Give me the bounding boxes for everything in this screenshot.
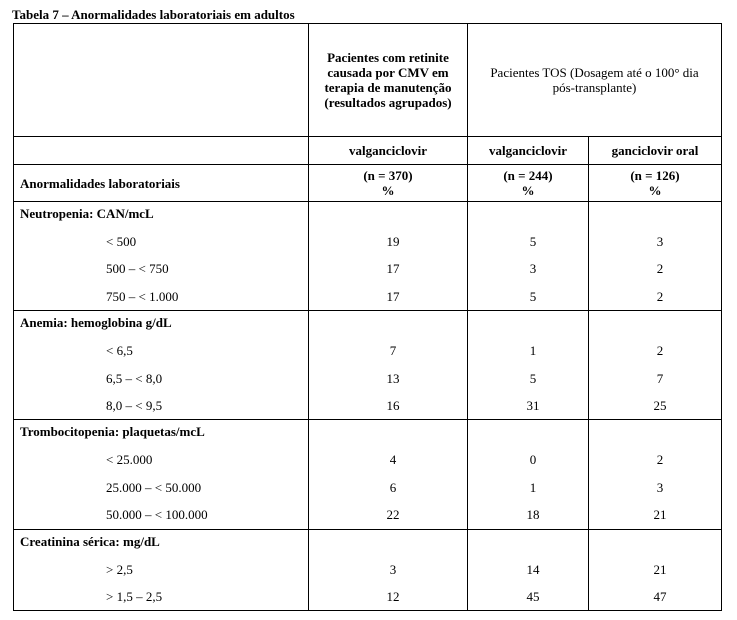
value-cell: 2 [656, 261, 664, 277]
values-col2 [468, 420, 589, 529]
group2-header: Pacientes TOS (Dosagem até o 100° dia pós-transplante) [468, 24, 722, 137]
value-cell: 7 [389, 343, 397, 359]
group-title: Creatinina sérica: mg/dL [20, 533, 160, 549]
row-label: < 500 [106, 234, 137, 249]
value-cell: 7 [656, 370, 664, 386]
values-col1 [309, 420, 468, 529]
values-col3 [589, 311, 722, 420]
value-cell: 2 [656, 288, 664, 304]
value-cell: 4 [389, 452, 397, 468]
group-thrombocytopenia [14, 420, 722, 529]
row-label: 500 – < 750 [106, 261, 169, 277]
value-cell: 22 [386, 507, 400, 523]
value-cell: 3 [389, 561, 397, 577]
header-row-drugs [14, 137, 722, 165]
drug-header-col3: ganciclovir oral [589, 137, 722, 165]
value-cell: 19 [386, 234, 400, 249]
group-neutropenia [14, 202, 722, 311]
drug-header-col1: valganciclovir [309, 137, 468, 165]
value-cell: 45 [526, 588, 540, 604]
lab-abnormalities-table [13, 23, 722, 611]
group-label-cell [14, 529, 309, 611]
value-cell: 17 [386, 288, 400, 304]
value-cell: 5 [529, 370, 537, 386]
group-title: Neutropenia: CAN/mcL [20, 206, 154, 221]
group-title: Anemia: hemoglobina g/dL [20, 315, 172, 331]
values-col3 [589, 529, 722, 611]
values-col2 [468, 311, 589, 420]
values-col1 [309, 529, 468, 611]
row-label: 750 – < 1.000 [106, 288, 179, 304]
value-cell: 5 [529, 288, 537, 304]
value-cell: 17 [386, 261, 400, 277]
value-cell: 5 [529, 234, 537, 249]
row-label: > 1,5 – 2,5 [106, 588, 163, 604]
value-cell: 21 [653, 507, 667, 523]
value-cell: 6 [389, 479, 397, 495]
value-cell: 16 [386, 397, 400, 413]
values-col2 [468, 529, 589, 611]
header-row-groups [14, 24, 722, 137]
value-cell: 3 [656, 479, 664, 495]
value-cell: 12 [386, 588, 400, 604]
value-cell: 31 [526, 397, 540, 413]
group-title: Trombocitopenia: plaquetas/mcL [20, 424, 205, 440]
empty-header-cell [14, 137, 309, 165]
group-label-cell [14, 202, 309, 311]
row-label: 6,5 – < 8,0 [106, 370, 163, 386]
drug-header-col2: valganciclovir [468, 137, 589, 165]
values-col2 [468, 202, 589, 311]
value-cell: 3 [529, 261, 537, 277]
empty-header-cell [14, 24, 309, 137]
row-label: < 6,5 [106, 343, 133, 359]
value-cell: 13 [386, 370, 400, 386]
value-cell: 21 [653, 561, 667, 577]
group-label-cell [14, 311, 309, 420]
value-cell: 1 [529, 479, 537, 495]
group-creatinine [14, 529, 722, 611]
value-cell: 2 [656, 343, 664, 359]
group1-header: Pacientes com retinite causada por CMV em terapia de manutenção (resultados agrupados) [309, 24, 468, 137]
n-header-col1: (n = 370) % [309, 165, 468, 202]
values-col3 [589, 202, 722, 311]
value-cell: 14 [526, 561, 540, 577]
row-label: 50.000 – < 100.000 [106, 507, 208, 523]
n-header-col3: (n = 126) % [589, 165, 722, 202]
row-label-header: Anormalidades laboratoriais [14, 165, 309, 202]
value-cell: 0 [529, 452, 537, 468]
value-cell: 3 [656, 234, 664, 249]
header-row-n [14, 165, 722, 202]
row-label: 25.000 – < 50.000 [106, 479, 202, 495]
group-label-cell [14, 420, 309, 529]
row-label: < 25.000 [106, 452, 153, 468]
values-col1 [309, 202, 468, 311]
values-col3 [589, 420, 722, 529]
value-cell: 47 [653, 588, 667, 604]
group-anemia [14, 311, 722, 420]
row-label: > 2,5 [106, 561, 133, 577]
values-col1 [309, 311, 468, 420]
value-cell: 18 [526, 507, 540, 523]
n-header-col2: (n = 244) % [468, 165, 589, 202]
row-label: 8,0 – < 9,5 [106, 397, 163, 413]
value-cell: 25 [653, 397, 667, 413]
table-caption: Tabela 7 – Anormalidades laboratoriais em adultos [12, 7, 295, 22]
value-cell: 2 [656, 452, 664, 468]
value-cell: 1 [529, 343, 537, 359]
